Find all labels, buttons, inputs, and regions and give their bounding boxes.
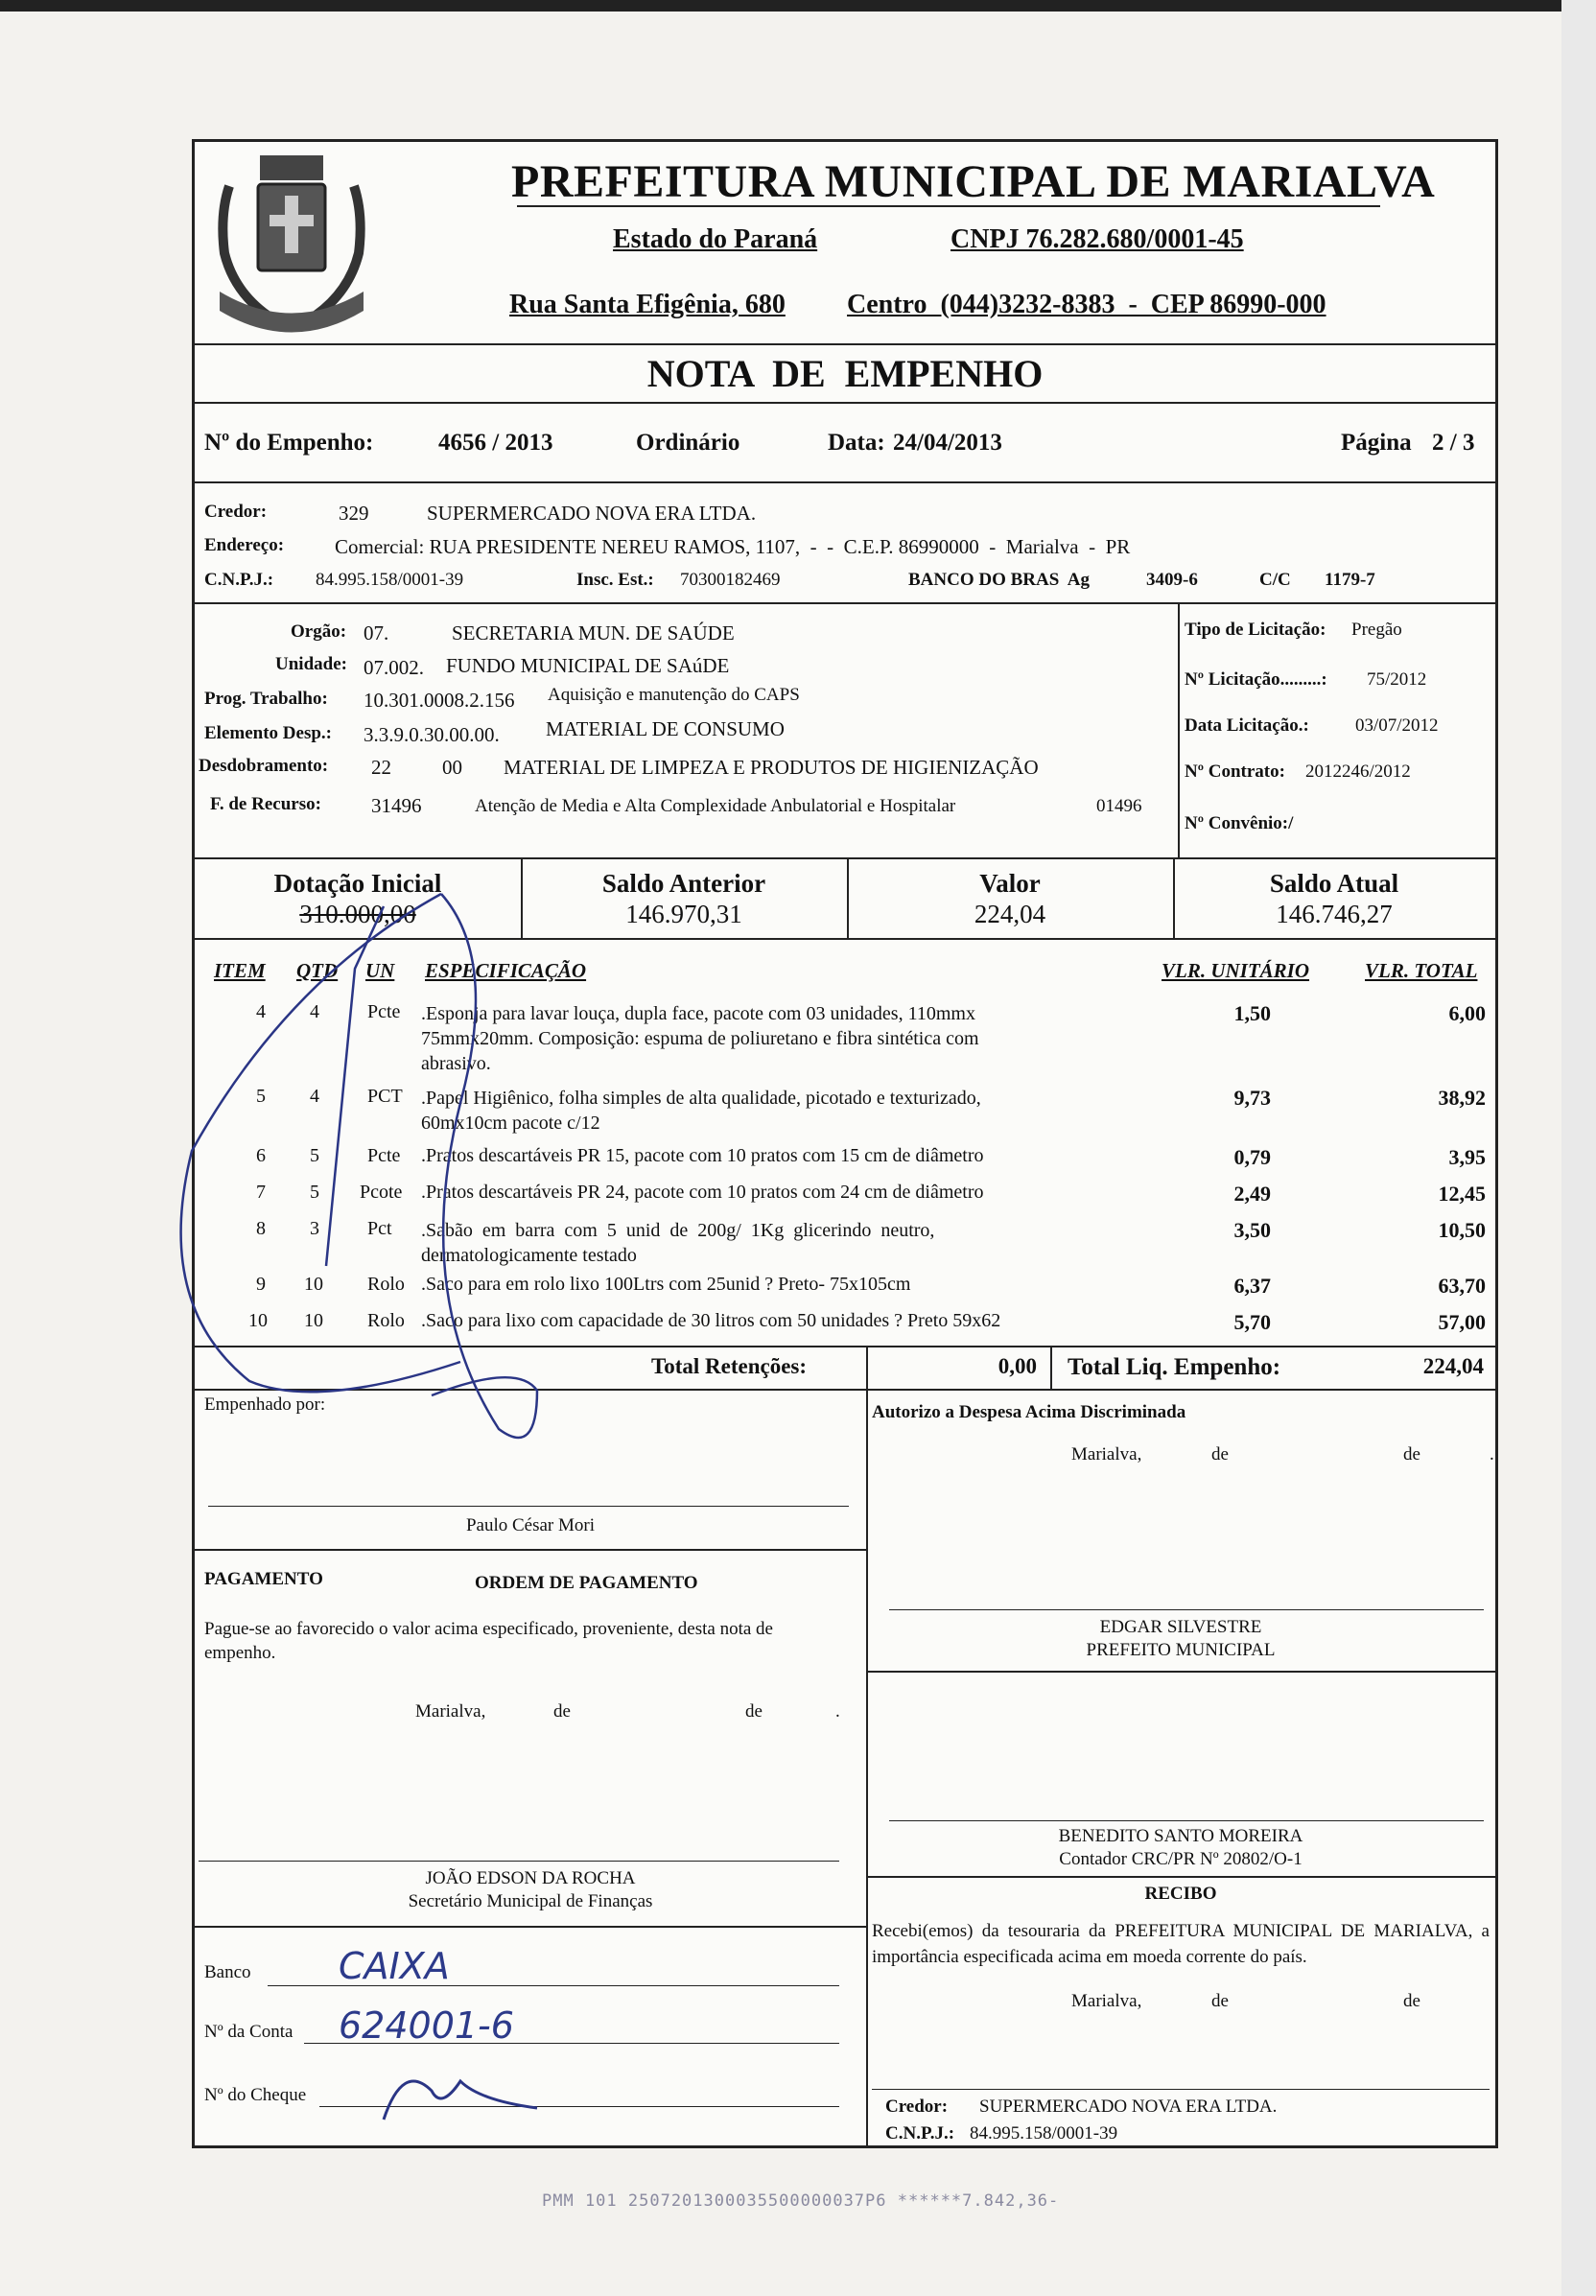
item-number: 7 [256, 1182, 266, 1203]
item-total-value: 38,92 [1438, 1086, 1486, 1110]
saldo-atual-label: Saldo Atual [1269, 869, 1399, 898]
unidade-label: Unidade: [275, 654, 347, 674]
ordem-de-1: de [553, 1701, 571, 1722]
secretary-name: JOÃO EDSON DA ROCHA [425, 1868, 636, 1888]
item-un: Pcte [367, 1145, 401, 1166]
secretary-role: Secretário Municipal de Finanças [408, 1891, 653, 1911]
divider [195, 1926, 866, 1928]
item-un: Pcote [360, 1182, 403, 1203]
divider [195, 343, 1495, 345]
item-unit-value: 2,49 [1233, 1182, 1271, 1206]
empenho-number: 4656 / 2013 [438, 430, 553, 456]
spec-line: .Papel Higiênico, folha simples de alta qualidade, picotado e texturizado, [421, 1088, 981, 1109]
account-number: 1179-7 [1325, 570, 1375, 590]
signature-line [208, 1506, 849, 1507]
divider [195, 481, 1495, 483]
item-spec [421, 1218, 1112, 1268]
valor-value: 224,04 [974, 900, 1046, 928]
municipality-address: Rua Santa Efigênia, 680 [509, 290, 786, 319]
scan-border-right [1561, 0, 1596, 2296]
recibo-city: Marialva, [1071, 1991, 1142, 2011]
ordem-pagamento-text: Pague-se ao favorecido o valor acima especificado, proveniente, desta nota de empenho. [204, 1619, 773, 1663]
credor-cnpj-label: C.N.P.J.: [204, 570, 274, 590]
elemento-label: Elemento Desp.: [204, 723, 332, 743]
item-unit-value: 6,37 [1233, 1274, 1271, 1298]
item-qtd: 4 [310, 1086, 319, 1107]
item-spec: .Pratos descartáveis PR 24, pacote com 10 pratos com 24 cm de diâmetro [421, 1182, 984, 1203]
item-spec: .Saco para lixo com capacidade de 30 litros com 50 unidades ? Preto 59x62 [421, 1310, 1001, 1331]
item-un: Pcte [367, 1001, 401, 1022]
credor-cnpj: 84.995.158/0001-39 [316, 570, 464, 590]
spec-line: 60mx10cm pacote c/12 [421, 1113, 600, 1134]
banco-handwritten: CAIXA [339, 1945, 450, 1987]
prog-code: 10.301.0008.2.156 [364, 689, 515, 712]
pagamento-label: PAGAMENTO [204, 1569, 323, 1589]
ordem-pagamento-label: ORDEM DE PAGAMENTO [475, 1573, 698, 1593]
item-number: 9 [256, 1274, 266, 1295]
divider [866, 1389, 868, 2146]
item-qtd: 3 [310, 1218, 319, 1239]
divider [1050, 1346, 1052, 1390]
item-qtd: 4 [310, 1001, 319, 1022]
signature-line [889, 1820, 1484, 1821]
tipo-licitacao-label: Tipo de Licitação: [1185, 620, 1326, 640]
empenho-date: 24/04/2013 [893, 430, 1002, 456]
licitacao-number: 75/2012 [1367, 669, 1427, 690]
divider [866, 1346, 868, 1390]
insc-label: Insc. Est.: [576, 570, 654, 590]
divider [195, 602, 1495, 604]
footer-cnpj-label: C.N.P.J.: [885, 2123, 955, 2144]
empenho-date-label: Data: [828, 430, 885, 456]
document-title: NOTA DE EMPENHO [646, 352, 1044, 395]
municipality-cnpj: CNPJ 76.282.680/0001-45 [951, 224, 1244, 254]
convenio-label: Nº Convênio:/ [1185, 813, 1294, 833]
recibo-label: RECIBO [1144, 1884, 1217, 1904]
recurso-code-2: 01496 [1096, 796, 1142, 816]
desdobramento-b: 00 [442, 756, 462, 779]
credor-address: Comercial: RUA PRESIDENTE NEREU RAMOS, 1107, - - C.E.P. 86990000 - Marialva - PR [335, 535, 1131, 558]
item-unit-value: 3,50 [1233, 1218, 1271, 1242]
footer-credor-label: Credor: [885, 2097, 949, 2117]
ordem-dot: . [835, 1701, 840, 1722]
divider [866, 1671, 1495, 1673]
divider [195, 402, 1495, 404]
municipality-title: PREFEITURA MUNICIPAL DE MARIALVA [511, 156, 1436, 207]
item-total-value: 10,50 [1438, 1218, 1486, 1242]
cheque-field-line [319, 2106, 839, 2107]
licitacao-number-label: Nº Licitação.........: [1185, 669, 1327, 690]
empenhado-label: Empenhado por: [204, 1394, 326, 1415]
total-liquido-label: Total Liq. Empenho: [1068, 1354, 1281, 1380]
ordem-city: Marialva, [415, 1701, 486, 1722]
col-vlr-total: VLR. TOTAL [1365, 959, 1478, 982]
empenho-number-label: Nº do Empenho: [204, 430, 374, 456]
coat-of-arms-icon [200, 148, 383, 340]
recurso-label: F. de Recurso: [210, 794, 321, 814]
contrato-number: 2012246/2012 [1305, 761, 1411, 782]
signature-line [889, 1609, 1484, 1610]
recibo-text: Recebi(emos) da tesouraria da PREFEITURA MUNICIPAL DE MARIALVA, a importância especificada acima em moeda corrente do país. [872, 1921, 1490, 1967]
footer-credor: SUPERMERCADO NOVA ERA LTDA. [979, 2097, 1278, 2117]
recibo-de-1: de [1211, 1991, 1229, 2011]
dotacao-label: Dotação Inicial [273, 869, 442, 898]
conta-label: Nº da Conta [204, 2022, 293, 2042]
credor-name: SUPERMERCADO NOVA ERA LTDA. [427, 502, 757, 525]
divider [1178, 602, 1180, 857]
cheque-label: Nº do Cheque [204, 2085, 307, 2105]
contrato-label: Nº Contrato: [1185, 761, 1285, 782]
item-qtd: 10 [304, 1274, 323, 1295]
item-total-value: 6,00 [1448, 1001, 1486, 1025]
mayor-name: EDGAR SILVESTRE [1099, 1617, 1262, 1637]
col-vlr-unitario: VLR. UNITÁRIO [1162, 959, 1310, 982]
item-number: 10 [248, 1310, 268, 1331]
orgao-name: SECRETARIA MUN. DE SAÚDE [452, 621, 735, 644]
credor-code: 329 [339, 502, 369, 525]
item-un: Rolo [367, 1310, 405, 1331]
item-unit-value: 5,70 [1233, 1310, 1271, 1334]
scan-border-top [0, 0, 1596, 12]
unidade-name: FUNDO MUNICIPAL DE SAúDE [446, 654, 730, 677]
item-un: PCT [367, 1086, 403, 1107]
item-spec: .Saco para em rolo lixo 100Ltrs com 25unid ? Preto- 75x105cm [421, 1274, 911, 1295]
state-name: Estado do Paraná [613, 224, 818, 254]
divider [195, 938, 1495, 940]
title-underline [517, 205, 1380, 207]
signature-line [872, 2089, 1490, 2090]
dotacao-value: 310.000,00 [299, 900, 416, 928]
footer-cnpj: 84.995.158/0001-39 [970, 2123, 1118, 2144]
footer-code: PMM 101 2507201300035500000037P6 ******7.842,36- [542, 2191, 1060, 2211]
recibo-de-2: de [1403, 1991, 1420, 2011]
autorizo-city: Marialva, [1071, 1444, 1142, 1464]
total-retencoes: 0,00 [998, 1354, 1037, 1378]
bank-agency: 3409-6 [1146, 570, 1198, 590]
empenhado-name: Paulo César Mori [465, 1515, 596, 1535]
banco-label: Banco [204, 1962, 251, 1982]
conta-handwritten: 624001-6 [339, 2004, 514, 2047]
divider [195, 1346, 1495, 1347]
item-number: 5 [256, 1086, 266, 1107]
item-spec [421, 1086, 1112, 1136]
recurso-code: 31496 [371, 794, 422, 817]
autorizo-label: Autorizo a Despesa Acima Discriminada [872, 1402, 1186, 1422]
item-spec [421, 1001, 1112, 1076]
item-total-value: 63,70 [1438, 1274, 1486, 1298]
mayor-role: PREFEITO MUNICIPAL [1086, 1640, 1276, 1660]
divider [195, 1389, 1495, 1391]
tipo-licitacao: Pregão [1351, 620, 1402, 640]
empenho-type: Ordinário [636, 430, 740, 456]
elemento-code: 3.3.9.0.30.00.00. [364, 723, 500, 746]
item-qtd: 10 [304, 1310, 323, 1331]
col-especificacao: ESPECIFICAÇÃO [425, 959, 587, 982]
autorizo-de-2: de [1403, 1444, 1420, 1464]
desdobramento-a: 22 [371, 756, 391, 779]
credor-label: Credor: [204, 502, 268, 522]
total-liquido: 224,04 [1422, 1354, 1484, 1378]
licitacao-date-label: Data Licitação.: [1185, 715, 1309, 736]
col-item: ITEM [214, 959, 266, 982]
spec-line: abrasivo. [421, 1053, 491, 1074]
autorizo-de-1: de [1211, 1444, 1229, 1464]
credor-address-label: Endereço: [204, 535, 285, 555]
recurso-name: Atenção de Media e Alta Complexidade Anbulatorial e Hospitalar [475, 796, 956, 816]
accountant-role: Contador CRC/PR Nº 20802/O-1 [1059, 1849, 1303, 1869]
item-total-value: 12,45 [1438, 1182, 1486, 1206]
signature-line [199, 1861, 839, 1862]
item-unit-value: 9,73 [1233, 1086, 1271, 1110]
prog-label: Prog. Trabalho: [204, 689, 328, 709]
spec-line: dermatologicamente testado [421, 1245, 637, 1266]
item-unit-value: 1,50 [1233, 1001, 1271, 1025]
empenho-document [192, 139, 1498, 2148]
licitacao-date: 03/07/2012 [1355, 715, 1439, 736]
insc-value: 70300182469 [680, 570, 781, 590]
col-un: UN [365, 959, 395, 982]
prog-name: Aquisição e manutenção do CAPS [548, 685, 800, 705]
orgao-code: 07. [364, 621, 389, 644]
col-qtd: QTD [296, 959, 339, 982]
page-number: 2 / 3 [1432, 430, 1475, 456]
desdobramento-name: MATERIAL DE LIMPEZA E PRODUTOS DE HIGIENIZAÇÃO [504, 756, 1039, 779]
accountant-name: BENEDITO SANTO MOREIRA [1058, 1826, 1303, 1846]
account-label: C/C [1259, 570, 1291, 590]
spec-line: .Esponja para lavar louça, dupla face, pacote com 03 unidades, 110mmx [421, 1003, 975, 1024]
divider [195, 1549, 866, 1551]
saldo-anterior-value: 146.970,31 [625, 900, 742, 928]
item-spec: .Pratos descartáveis PR 15, pacote com 10 pratos com 15 cm de diâmetro [421, 1145, 984, 1166]
orgao-label: Orgão: [291, 621, 347, 642]
saldo-atual-value: 146.746,27 [1276, 900, 1393, 928]
item-un: Rolo [367, 1274, 405, 1295]
item-unit-value: 0,79 [1233, 1145, 1271, 1169]
elemento-name: MATERIAL DE CONSUMO [546, 717, 785, 740]
ordem-de-2: de [745, 1701, 763, 1722]
item-un: Pct [367, 1218, 392, 1239]
autorizo-dot: . [1490, 1444, 1494, 1464]
item-total-value: 3,95 [1448, 1145, 1486, 1169]
item-qtd: 5 [310, 1182, 319, 1203]
item-number: 8 [256, 1218, 266, 1239]
item-qtd: 5 [310, 1145, 319, 1166]
spec-line: 75mmx20mm. Composição: espuma de poliuretano e fibra sintética com [421, 1028, 979, 1049]
unidade-code: 07.002. [364, 656, 424, 679]
page-label: Página [1341, 430, 1412, 456]
spec-line: .Sabão em barra com 5 unid de 200g/ 1Kg glicerindo neutro, [421, 1220, 935, 1241]
valor-label: Valor [979, 869, 1041, 898]
municipality-contact: Centro (044)3232-8383 - CEP 86990-000 [847, 290, 1326, 319]
bank-name: BANCO DO BRAS Ag [908, 570, 1090, 590]
divider [866, 1876, 1495, 1878]
item-number: 6 [256, 1145, 266, 1166]
item-number: 4 [256, 1001, 266, 1022]
divider [195, 857, 1495, 859]
total-retencoes-label: Total Retenções: [651, 1354, 808, 1378]
desdobramento-label: Desdobramento: [199, 756, 329, 776]
saldo-anterior-label: Saldo Anterior [601, 869, 766, 898]
item-total-value: 57,00 [1438, 1310, 1486, 1334]
